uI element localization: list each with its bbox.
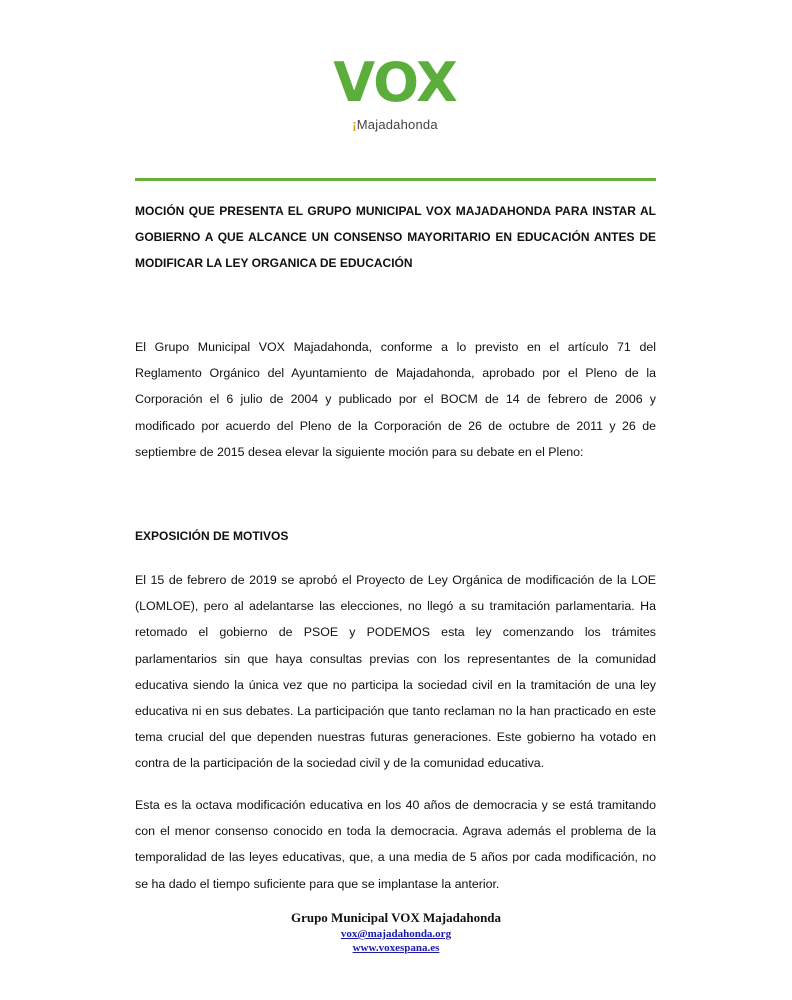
footer-group-name: Grupo Municipal VOX Majadahonda: [290, 910, 502, 925]
footer-website-link[interactable]: www.voxespana.es: [352, 942, 440, 954]
page-footer: [0, 909, 792, 955]
body-paragraph-2: Esta es la octava modificación educativa en los 40 años de democracia y se está tramitando con el menor consenso conocido en toda la democracia. Agrava además el problema de la temporalidad de las leyes educativas, que, a una media de 5 años por cada modificación, no se ha dado el tiempo suficiente para que se implantase la anterior.: [135, 798, 656, 891]
logo-wordmark: VOX: [333, 51, 457, 114]
header-divider: [135, 178, 656, 181]
logo-subtitle-text: Majadahonda: [356, 117, 438, 132]
logo-subtitle: [330, 117, 460, 132]
motion-title: MOCIÓN QUE PRESENTA EL GRUPO MUNICIPAL VOX MAJADAHONDA PARA INSTAR AL GOBIERNO A QUE ALCANCE UN CONSENSO MAYORITARIO EN EDUCACIÓN ANTES DE MODIFICAR LA LEY ORGANICA DE EDUCACIÓN: [135, 204, 656, 270]
footer-email-link[interactable]: vox@majadahonda.org: [340, 928, 452, 940]
vox-majadahonda-logo: [330, 51, 460, 145]
body-paragraph-1: El 15 de febrero de 2019 se aprobó el Proyecto de Ley Orgánica de modificación de la LOE (LOMLOE), pero al adelantarse las elecciones, no llegó a su tramitación parlamentaria. Ha retomado el gobierno de PSOE y PODEMOS esta ley comenzando los trámites parlamentarios sin que haya consultas previas con los representantes de la comunidad educativa siendo la única vez que no participa la sociedad civil en la tramitación de una ley educativa ni en sus debates. La participación que tanto reclaman no la han practicado en este tema crucial del que dependen nuestras futuras generaciones. Este gobierno ha votado en contra de la participación de la sociedad civil y de la comunidad educativa.: [135, 573, 656, 771]
logo-subtitle-mark: ¡: [352, 117, 357, 132]
intro-paragraph: El Grupo Municipal VOX Majadahonda, conforme a lo previsto en el artículo 71 del Reglamento Orgánico del Ayuntamiento de Majadahonda, aprobado por el Pleno de la Corporación el 6 julio de 2004 y publicado por el BOCM de 14 de febrero de 2006 y modificado por acuerdo del Pleno de la Corporación de 26 de octubre de 2011 y 26 de septiembre de 2015 desea elevar la siguiente moción para su debate en el Pleno:: [135, 340, 656, 459]
section-heading: EXPOSICIÓN DE MOTIVOS: [135, 529, 289, 543]
